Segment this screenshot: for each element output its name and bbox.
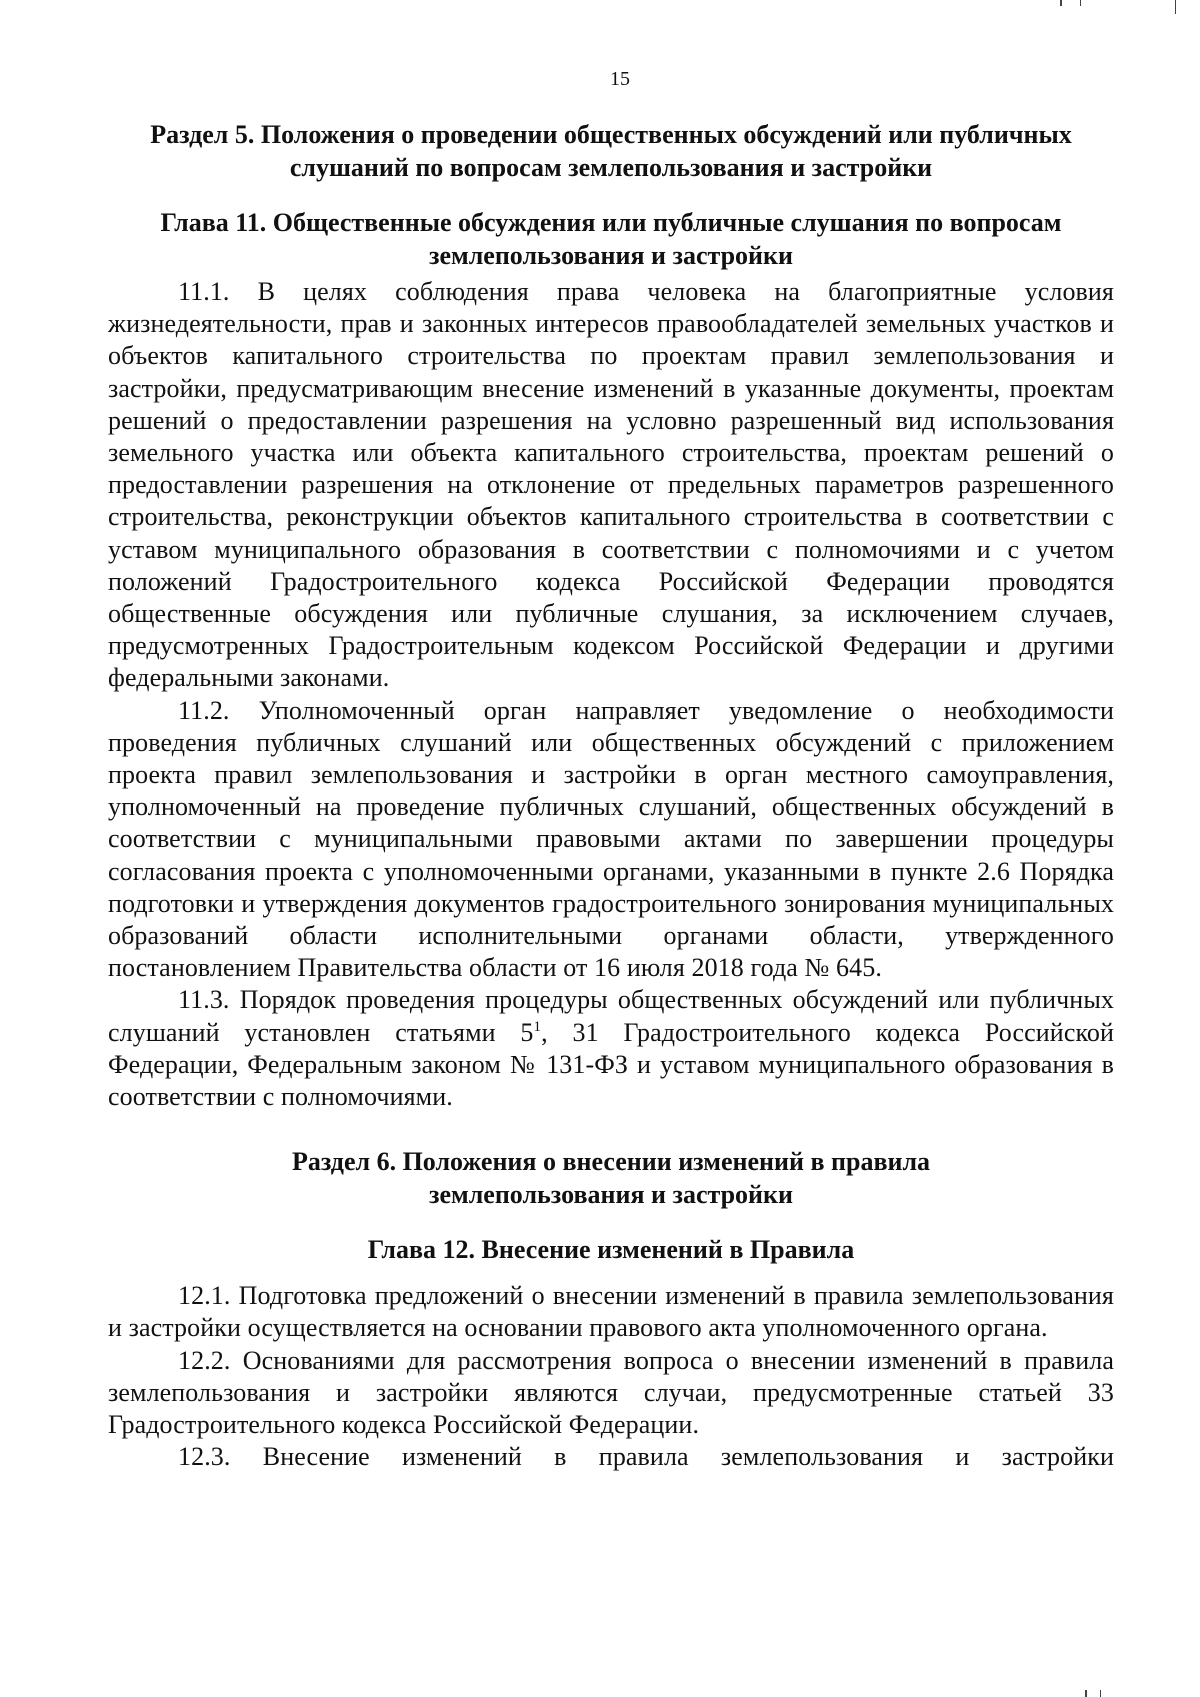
spacer (108, 1266, 1114, 1280)
section-5-title: Раздел 5. Положения о проведении общественных обсуждений или публичных слушаний по вопросам землепользования и застройки (150, 120, 1072, 182)
paragraph-11-3 (108, 984, 1114, 1113)
scan-edge-mark (1085, 1690, 1087, 1697)
paragraph-12-2: 12.2. Основаниями для рассмотрения вопроса о внесении изменений в правила землепользования и застройки являются случаи, предусмотренные статьей 33 Градостроительного кодекса Российской Федерации. (108, 1345, 1114, 1440)
chapter-12-title: Глава 12. Внесение изменений в Правила (367, 1235, 855, 1265)
chapter-11-title: Глава 11. Общественные обсуждения или публичные слушания по вопросам землепользования и застройки (160, 208, 1062, 270)
paragraph-11-3-text-start: 11.3. Порядок проведения процедуры общественных обсуждений или публичных слушаний установлен статьями 5 (108, 985, 1114, 1047)
scan-edge-mark (1060, 0, 1062, 6)
page-number: 15 (610, 68, 630, 90)
scan-edge-mark (1175, 0, 1176, 14)
paragraph-11-2: 11.2. Уполномоченный орган направляет уведомление о необходимости проведения публичных слушаний или общественных обсуждений с приложением проекта правил землепользования и застройки в орган местного самоуправления, уполномоченный на проведение публичных слушаний, общественных обсуждений в соответствии с муниципальными правовыми актами по завершении процедуры согласования проекта с уполномоченными органами, указанными в пункте 2.6 Порядка подготовки и утверждения документов градостроительного зонирования муниципальных образований области исполнительными органами области, утвержденного постановлением Правительства области от 16 июля 2018 года № 645. (108, 695, 1114, 983)
paragraph-11-1: 11.1. В целях соблюдения права человека на благоприятные условия жизнедеятельности, прав и законных интересов правообладателей земельных участков и объектов капитального строительства по проектам правил землепользования и застройки, предусматривающим внесение изменений в указанные документы, проектам решений о предоставлении разрешения на условно разрешенный вид использования земельного участка или объекта капитального строительства, проектам решений о предоставлении разрешения на отклонение от предельных параметров разрешенного строительства, реконструкции объектов капитального строительства в соответствии с уставом муниципального образования в соответствии с полномочиями и с учетом положений Градостроительного кодекса Российской Федерации проводятся общественные обсуждения или публичные слушания, за исключением случаев, предусмотренных Градостроительным кодексом Российской Федерации и другими федеральными законами. (108, 277, 1114, 693)
paragraph-12-1: 12.1. Подготовка предложений о внесении изменений в правила землепользования и застройки осуществляется на основании правового акта уполномоченного органа. (108, 1281, 1114, 1343)
scan-edge-mark (1100, 1690, 1101, 1697)
spacer (108, 1113, 1114, 1145)
document-body (108, 118, 1114, 1474)
paragraph-12-3: 12.3. Внесение изменений в правила землепользования и застройки (178, 1442, 1114, 1472)
superscript: 1 (533, 1018, 542, 1035)
scan-edge-mark (1080, 0, 1081, 6)
paragraph-11-3-text-end: , 31 Градостроительного кодекса Российской Федерации, Федеральным законом № 131-ФЗ и уставом муниципального образования в соответствии с полномочиями. (108, 1017, 1114, 1112)
section-6-title: Раздел 6. Положения о внесении изменений в правила землепользования и застройки (291, 1147, 931, 1210)
